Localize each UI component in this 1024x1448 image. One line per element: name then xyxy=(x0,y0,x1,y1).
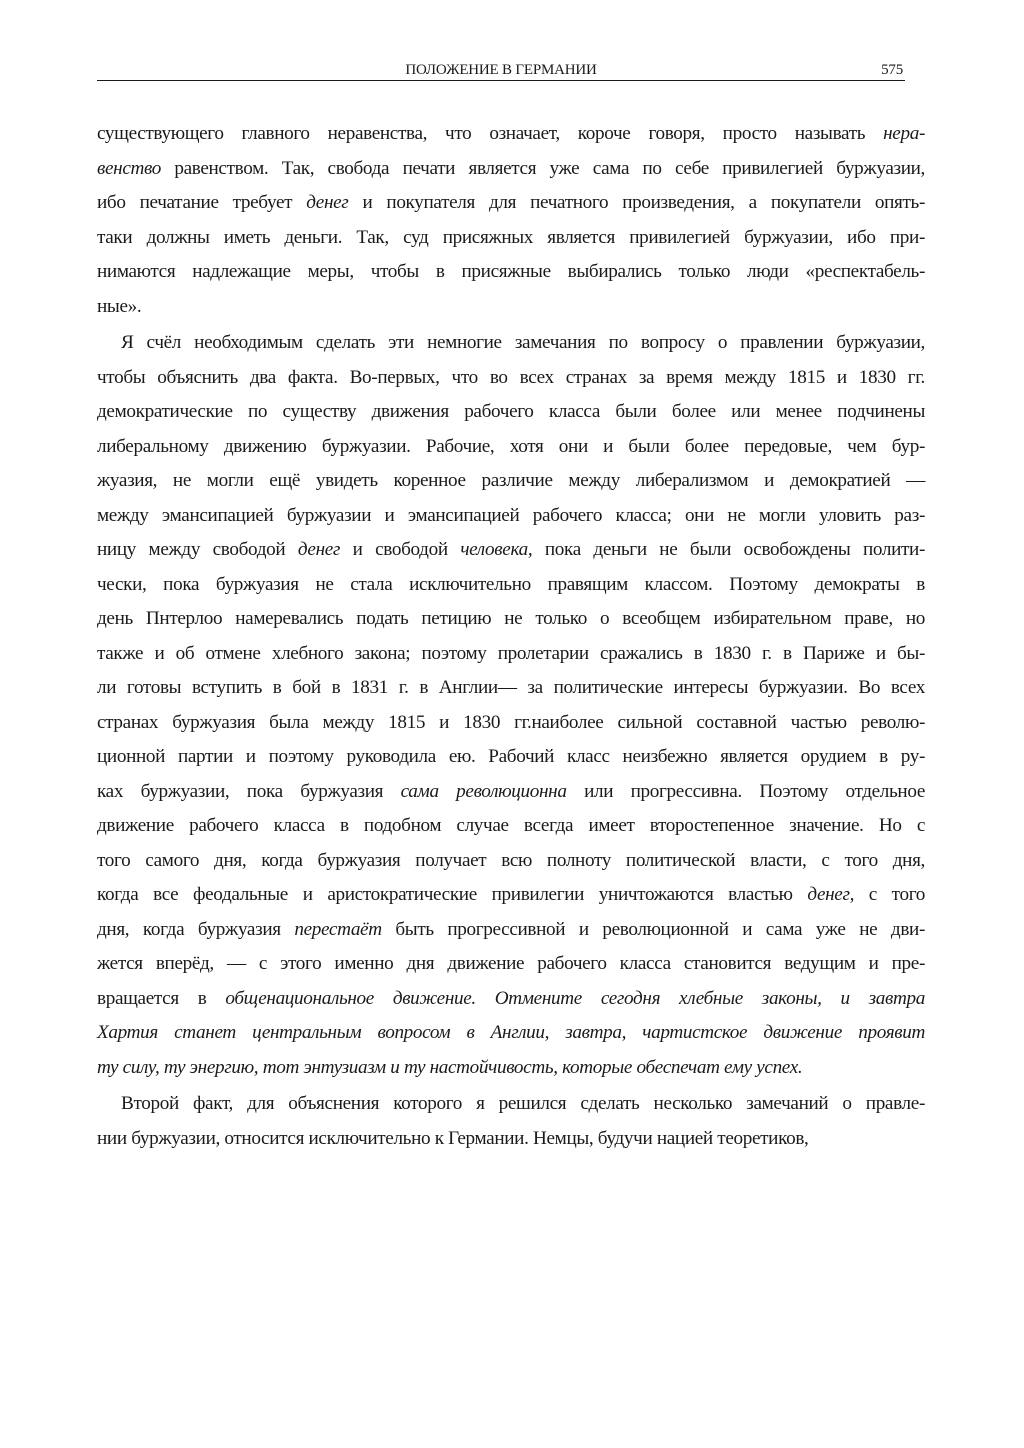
text-run: ли готовы вступить в бой в 1831 г. в Англии— за политические интересы буржуазии. Во всех xyxy=(97,677,925,698)
text-run: того самого дня, когда буржуазия получает всю полноту политической власти, с того дня, xyxy=(97,849,925,871)
text-run: либеральному движению буржуазии. Рабочие, хотя они и были более передовые, чем бур- xyxy=(97,435,925,457)
text-run: или прогрессивна. Поэтому отдельное xyxy=(566,780,925,802)
text-line xyxy=(97,1122,925,1157)
text-line xyxy=(97,602,925,637)
page-number: 575 xyxy=(881,62,903,78)
text-line xyxy=(97,499,925,534)
text-line xyxy=(97,878,925,913)
text-line xyxy=(97,152,925,187)
text-run: жуазия, не могли ещё увидеть коренное различие между либерализмом и демократией — xyxy=(97,470,925,491)
italic-run: Хартия станет центральным вопросом в Англии, завтра, чартистское движение проявит xyxy=(97,1022,925,1043)
text-line xyxy=(97,637,925,672)
text-run: когда все феодальные и аристократические привилегии уничтожаются властью xyxy=(97,884,808,905)
running-header xyxy=(97,60,905,81)
text-line xyxy=(97,430,925,465)
text-run: нимаются надлежащие меры, чтобы в присяжные выбирались только люди «респектабель- xyxy=(97,261,925,282)
text-line xyxy=(97,255,925,290)
text-run: существующего главного неравенства, что означает, короче говоря, просто называть xyxy=(97,123,884,144)
italic-run: человека, xyxy=(460,539,533,560)
text-line xyxy=(97,1087,925,1122)
text-run: день Пнтерлоо намеревались подать петицию не только о всеобщем избирательном праве, но xyxy=(97,608,925,629)
text-run: между эмансипацией буржуазии и эмансипацией рабочего класса; они не могли уловить раз- xyxy=(97,504,925,526)
italic-run: денег xyxy=(297,539,341,560)
text-line xyxy=(97,740,925,775)
text-run: и свободой xyxy=(340,539,461,560)
text-run: ибо печатание требует xyxy=(97,192,307,213)
text-run: быть прогрессивной и революционной и сама уже не дви- xyxy=(381,918,925,940)
text-run: с того xyxy=(854,884,925,905)
italic-run: денег, xyxy=(807,884,855,905)
text-line xyxy=(97,1051,925,1086)
text-run: ницу между свободой xyxy=(97,539,298,560)
text-run: таки должны иметь деньги. Так, суд присяжных является привилегией буржуазии, ибо при- xyxy=(97,226,925,248)
italic-run: общенациональное движение. Отмените сегодня хлебные законы, и завтра xyxy=(225,987,925,1009)
text-line xyxy=(97,947,925,982)
text-line xyxy=(97,533,925,568)
text-run: движение рабочего класса в подобном случае всегда имеет второстепенное значение. Но с xyxy=(97,815,925,836)
body-text xyxy=(97,117,925,1156)
text-run: и покупателя для печатного произведения, а покупатели опять- xyxy=(348,192,925,213)
text-line xyxy=(97,775,925,810)
text-run: ках буржуазии, пока буржуазия xyxy=(97,780,401,802)
text-run: чески, пока буржуазия не стала исключительно правящим классом. Поэтому демократы в xyxy=(97,573,925,595)
running-title: ПОЛОЖЕНИЕ В ГЕРМАНИИ xyxy=(405,62,597,78)
text-run: чтобы объяснить два факта. Во-первых, что во всех странах за время между 1815 и 1830 гг. xyxy=(97,366,925,388)
text-line xyxy=(97,913,925,948)
italic-run: сама революционна xyxy=(400,780,567,802)
text-run: дня, когда буржуазия xyxy=(97,918,295,940)
text-run: нии буржуазии, относится исключительно к Германии. Немцы, будучи нацией теоретиков, xyxy=(97,1127,809,1149)
text-run: странах буржуазия была между 1815 и 1830 гг.наиболее сильной составной частью револю- xyxy=(97,711,925,733)
text-line xyxy=(97,326,925,361)
text-line xyxy=(97,117,925,152)
text-line xyxy=(97,290,925,325)
text-line xyxy=(97,464,925,499)
text-run: Второй факт, для объяснения которого я решился сделать несколько замечаний о правле- xyxy=(121,1093,925,1114)
paragraph xyxy=(97,117,925,324)
text-line xyxy=(97,568,925,603)
text-run: равенством. Так, свобода печати является уже сама по себе привилегией буржуазии, xyxy=(160,157,925,179)
italic-run: денег xyxy=(306,192,349,213)
text-run: демократические по существу движения рабочего класса были более или менее подчинены xyxy=(97,401,925,422)
italic-run: нера- xyxy=(883,123,925,144)
text-line xyxy=(97,361,925,396)
text-run: жется вперёд, — с этого именно дня движение рабочего класса становится ведущим и пре- xyxy=(97,953,925,974)
text-run: вращается в xyxy=(97,987,226,1009)
text-line xyxy=(97,844,925,879)
text-line xyxy=(97,706,925,741)
italic-run: ту силу, ту энергию, тот энтузиазм и ту настойчивость, которые обеспечат ему успех. xyxy=(97,1056,803,1078)
italic-run: перестаёт xyxy=(294,918,382,940)
text-line xyxy=(97,186,925,221)
text-run: пока деньги не были освобождены полити- xyxy=(532,539,925,560)
text-line xyxy=(97,982,925,1017)
text-line xyxy=(97,221,925,256)
text-line xyxy=(97,671,925,706)
text-line xyxy=(97,395,925,430)
text-line xyxy=(97,809,925,844)
text-run: Я счёл необходимым сделать эти немногие замечания по вопросу о правлении буржуазии, xyxy=(121,332,925,353)
text-run: ные». xyxy=(97,295,142,317)
text-run: ционной партии и поэтому руководила ею. Рабочий класс неизбежно является орудием в ру- xyxy=(97,746,925,767)
text-run: также и об отмене хлебного закона; поэтому пролетарии сражались в 1830 г. в Париже и бы- xyxy=(97,642,925,664)
italic-run: венство xyxy=(97,157,161,179)
paragraph xyxy=(97,1087,925,1156)
paragraph xyxy=(97,326,925,1085)
text-line xyxy=(97,1016,925,1051)
